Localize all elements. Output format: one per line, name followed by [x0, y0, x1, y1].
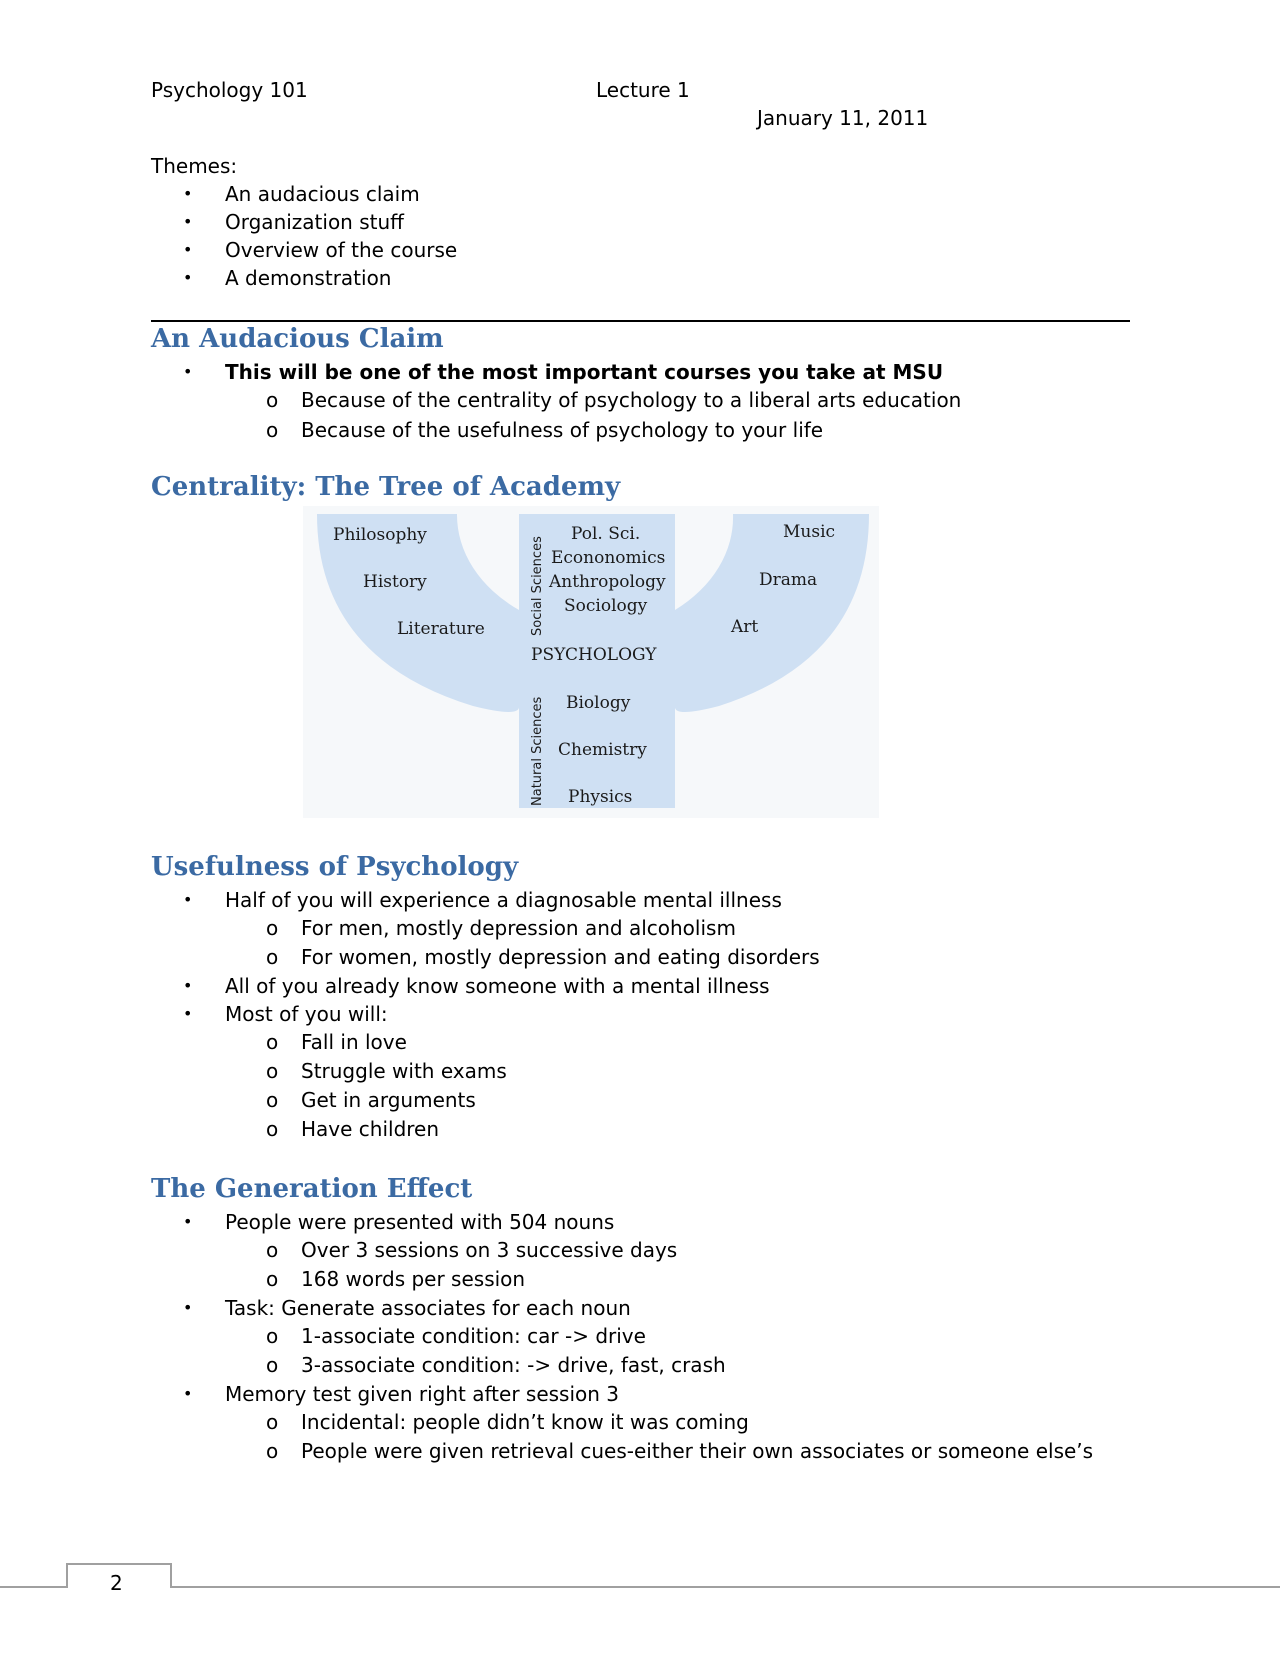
tree-left-branch-item: History [363, 572, 427, 592]
usefulness-point: Most of you will: [225, 1002, 388, 1026]
claim-reason: Because of the usefulness of psychology to your life [301, 418, 824, 442]
tree-social-science-item: Sociology [564, 596, 648, 616]
generation-subpoint: Incidental: people didn’t know it was coming [301, 1410, 749, 1434]
section-divider [151, 320, 1130, 322]
generation-subpoint: 168 words per session [301, 1267, 526, 1291]
theme-item: A demonstration [225, 266, 392, 290]
theme-item: Organization stuff [225, 210, 404, 234]
themes-label: Themes: [151, 154, 238, 178]
tree-of-academy-diagram [303, 506, 879, 818]
sub-bullet-marker: o [266, 1439, 279, 1463]
usefulness-point: All of you already know someone with a mental illness [225, 974, 770, 998]
heading-usefulness: Usefulness of Psychology [151, 852, 519, 882]
bullet-marker: • [183, 362, 193, 381]
sub-bullet-marker: o [266, 1117, 279, 1141]
sub-bullet-marker: o [266, 1353, 279, 1377]
tree-natural-science-item: Chemistry [558, 740, 647, 760]
bullet-marker: • [183, 890, 193, 909]
header-course: Psychology 101 [151, 78, 308, 102]
tree-right-branch-item: Music [783, 522, 836, 542]
tree-social-science-item: Pol. Sci. [571, 524, 641, 544]
tree-natural-science-item: Physics [568, 787, 633, 807]
theme-item: Overview of the course [225, 238, 458, 262]
bullet-marker: • [183, 1004, 193, 1023]
tree-left-branch-item: Philosophy [333, 525, 427, 545]
bullet-marker: • [183, 184, 193, 203]
heading-audacious-claim: An Audacious Claim [151, 324, 444, 354]
natural-sciences-label: Natural Sciences [530, 696, 545, 806]
sub-bullet-marker: o [266, 1059, 279, 1083]
sub-bullet-marker: o [266, 1088, 279, 1112]
header-date: January 11, 2011 [757, 106, 929, 130]
generation-point: Task: Generate associates for each noun [225, 1296, 631, 1320]
generation-point: Memory test given right after session 3 [225, 1382, 620, 1406]
usefulness-subpoint: Have children [301, 1117, 440, 1141]
sub-bullet-marker: o [266, 418, 279, 442]
bullet-marker: • [183, 212, 193, 231]
generation-subpoint: People were given retrieval cues-either their own associates or someone else’s [301, 1439, 1094, 1463]
tree-social-science-item: Anthropology [549, 572, 666, 592]
heading-generation-effect: The Generation Effect [151, 1174, 473, 1204]
generation-subpoint: 1-associate condition: car -> drive [301, 1324, 646, 1348]
sub-bullet-marker: o [266, 1324, 279, 1348]
tree-right-branch-item: Art [731, 617, 759, 637]
tree-center-psychology: PSYCHOLOGY [531, 645, 657, 665]
bullet-marker: • [183, 1212, 193, 1231]
usefulness-subpoint: Fall in love [301, 1030, 407, 1054]
claim-statement: This will be one of the most important courses you take at MSU [225, 360, 944, 384]
page-number: 2 [110, 1571, 123, 1595]
usefulness-subpoint: For men, mostly depression and alcoholism [301, 916, 736, 940]
heading-tree-of-academy: Centrality: The Tree of Academy [151, 472, 621, 502]
sub-bullet-marker: o [266, 945, 279, 969]
bullet-marker: • [183, 976, 193, 995]
tree-natural-science-item: Biology [566, 693, 631, 713]
theme-item: An audacious claim [225, 182, 420, 206]
footer-rule [0, 1586, 1280, 1588]
generation-point: People were presented with 504 nouns [225, 1210, 615, 1234]
bullet-marker: • [183, 1298, 193, 1317]
tree-social-science-item: Econonomics [551, 548, 666, 568]
usefulness-subpoint: Struggle with exams [301, 1059, 507, 1083]
generation-subpoint: 3-associate condition: -> drive, fast, crash [301, 1353, 726, 1377]
claim-reason: Because of the centrality of psychology to a liberal arts education [301, 388, 962, 412]
generation-subpoint: Over 3 sessions on 3 successive days [301, 1238, 678, 1262]
header-lecture: Lecture 1 [596, 78, 690, 102]
sub-bullet-marker: o [266, 1267, 279, 1291]
sub-bullet-marker: o [266, 1410, 279, 1434]
usefulness-point: Half of you will experience a diagnosable mental illness [225, 888, 782, 912]
bullet-marker: • [183, 268, 193, 287]
sub-bullet-marker: o [266, 916, 279, 940]
sub-bullet-marker: o [266, 1238, 279, 1262]
tree-right-branch-item: Drama [759, 570, 818, 590]
bullet-marker: • [183, 1384, 193, 1403]
bullet-marker: • [183, 240, 193, 259]
sub-bullet-marker: o [266, 388, 279, 412]
social-sciences-label: Social Sciences [530, 536, 545, 636]
tree-left-branch-item: Literature [397, 619, 485, 639]
usefulness-subpoint: Get in arguments [301, 1088, 476, 1112]
usefulness-subpoint: For women, mostly depression and eating disorders [301, 945, 820, 969]
sub-bullet-marker: o [266, 1030, 279, 1054]
